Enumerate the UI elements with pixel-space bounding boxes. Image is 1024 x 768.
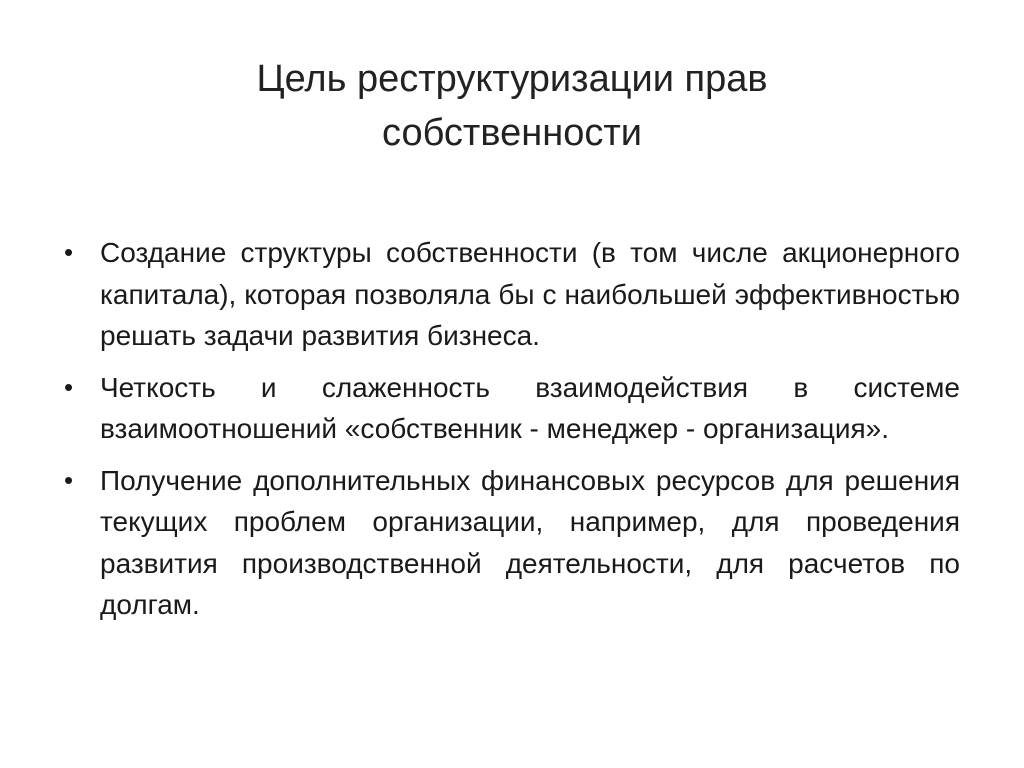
bullet-item [64,232,960,357]
bullet-list [64,232,960,636]
bullet-item [64,367,960,450]
bullet-marker-icon: • [64,237,74,267]
bullet-marker-icon: • [64,464,74,495]
slide-title: Цель реструктуризации прав собственности [256,58,768,154]
bullet-marker-icon: • [64,371,74,402]
bullet-item [64,460,960,626]
bullet-text: Создание структуры собственности (в том числе акционерного капитала), которая позволяла бы с наибольшей эффективностью решать задачи развития бизнеса. [100,237,960,351]
bullet-text: Четкость и слаженность взаимодействия в системе взаимоотношений «собственник - менеджер - организация». [100,371,960,444]
bullet-text: Получение дополнительных финансовых ресурсов для решения текущих проблем организации, например, для проведения развития производственной деятельности, для расчетов по долгам. [100,464,960,620]
